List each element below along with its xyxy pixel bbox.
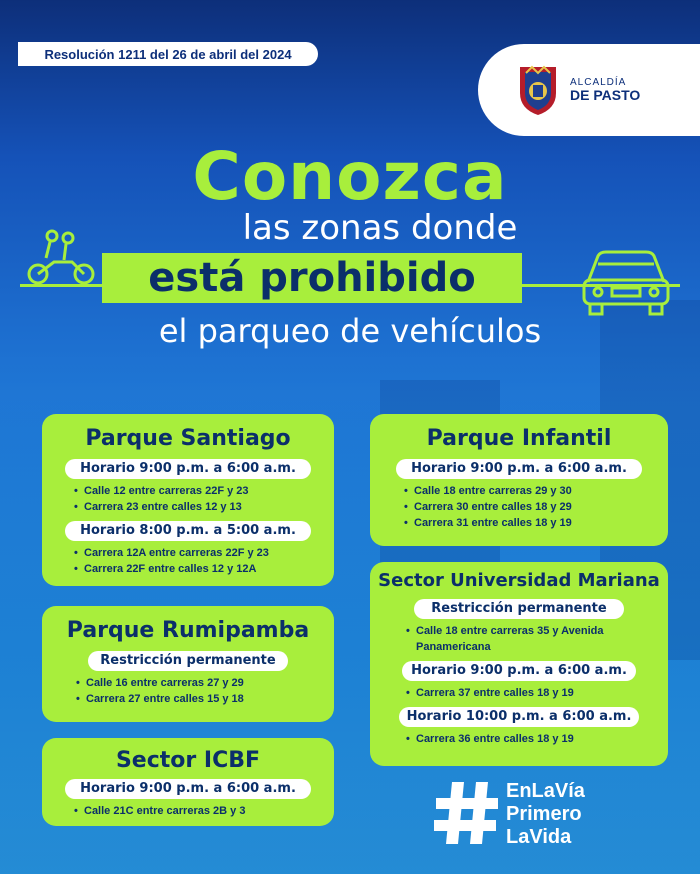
restriction-pill: Restricción permanente <box>88 651 288 671</box>
logo-line2: DE PASTO <box>570 86 641 103</box>
list-item: • Carrera 27 entre calles 15 y 18 <box>74 691 334 707</box>
schedule-pill: Horario 10:00 p.m. a 6:00 a.m. <box>399 707 639 727</box>
list-item: • Calle 16 entre carreras 27 y 29 <box>74 675 334 691</box>
logo-line1: ALCALDÍA <box>570 76 627 88</box>
coat-of-arms-icon <box>516 63 560 117</box>
list-item: • Carrera 22F entre calles 12 y 12A <box>72 561 334 577</box>
list-item: • Calle 21C entre carreras 2B y 3 <box>72 803 334 819</box>
list-item-text: Calle 18 entre carreras 35 y Avenida <box>416 625 604 637</box>
card-universidad-mariana <box>370 562 668 766</box>
card-parque-infantil <box>370 414 668 546</box>
card-title: Parque Infantil <box>426 426 612 451</box>
headline-prohibido: está prohibido <box>148 255 476 301</box>
card-title: Parque Santiago <box>85 426 291 451</box>
list-item: • Carrera 36 entre calles 18 y 19 <box>404 731 668 747</box>
card-title: Parque Rumipamba <box>66 618 310 643</box>
card-title: Sector Universidad Mariana <box>378 570 660 591</box>
list-item <box>404 623 668 655</box>
list-item: • Carrera 12A entre carreras 22F y 23 <box>72 545 334 561</box>
hashtag-line3: LaVida <box>506 826 572 848</box>
hashtag-text <box>506 780 585 849</box>
list-item: • Carrera 37 entre calles 18 y 19 <box>404 685 668 701</box>
list-item: • Calle 18 entre carreras 29 y 30 <box>402 483 668 499</box>
list-item: • Carrera 31 entre calles 18 y 19 <box>402 515 668 531</box>
motorcycle-icon <box>24 228 98 286</box>
resolution-label: Resolución 1211 del 26 de abril del 2024 <box>18 42 318 66</box>
headline-zonas: las zonas donde <box>242 208 518 248</box>
schedule-pill: Horario 9:00 p.m. a 6:00 a.m. <box>402 661 636 681</box>
card-title: Sector ICBF <box>115 748 261 773</box>
list-item: • Calle 12 entre carreras 22F y 23 <box>72 483 334 499</box>
list-item: • Carrera 23 entre calles 12 y 13 <box>72 499 334 515</box>
schedule-pill: Horario 9:00 p.m. a 6:00 a.m. <box>396 459 642 479</box>
hashtag-line1: EnLaVía <box>506 780 585 802</box>
list-item: • Carrera 30 entre calles 18 y 29 <box>402 499 668 515</box>
card-parque-rumipamba <box>42 606 334 722</box>
hashtag-line2: Primero <box>506 803 582 825</box>
car-icon <box>578 244 674 318</box>
schedule-pill: Horario 8:00 p.m. a 5:00 a.m. <box>65 521 311 541</box>
headline-conozca: Conozca <box>192 138 508 215</box>
hashtag-icon <box>432 778 502 848</box>
headline-parqueo: el parqueo de vehículos <box>158 312 542 350</box>
list-item-text-cont: Panamericana <box>416 641 491 653</box>
card-parque-santiago <box>42 414 334 586</box>
card-sector-icbf <box>42 738 334 826</box>
schedule-pill: Horario 9:00 p.m. a 6:00 a.m. <box>65 779 311 799</box>
restriction-pill: Restricción permanente <box>414 599 624 619</box>
logo-card <box>478 44 700 136</box>
schedule-pill: Horario 9:00 p.m. a 6:00 a.m. <box>65 459 311 479</box>
